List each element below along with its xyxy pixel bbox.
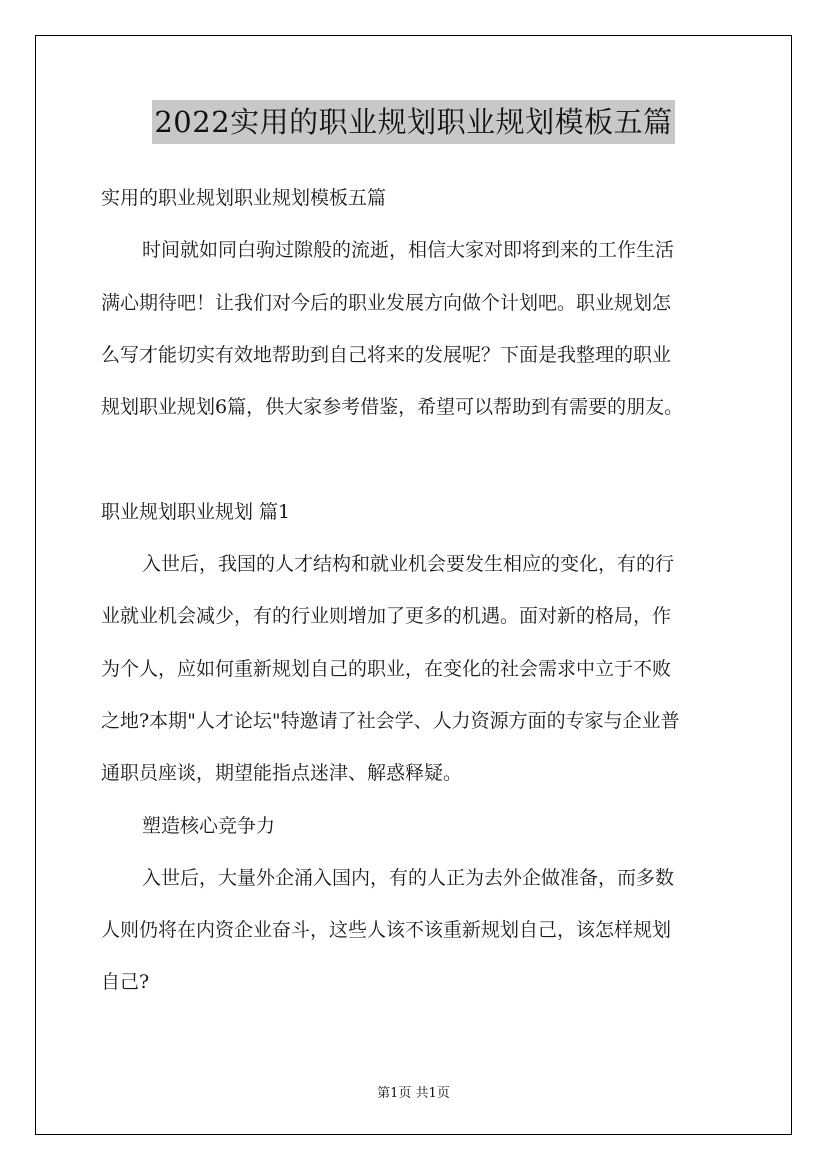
page-footer (0, 1082, 827, 1101)
paragraph1-line-3: 为个人，应如何重新规划自己的职业，在变化的社会需求中立于不败 (101, 657, 672, 680)
intro-line-4: 规划职业规划6篇，供大家参考借鉴，希望可以帮助到有需要的朋友。 (101, 396, 684, 419)
intro-line-2: 满心期待吧！让我们对今后的职业发展方向做个计划吧。职业规划怎 (101, 291, 672, 314)
paragraph2-line-1: 入世后，大量外企涌入国内，有的人正为去外企做准备，而多数 (142, 866, 675, 889)
paragraph2-line-2: 人则仍将在内资企业奋斗，这些人该不该重新规划自己，该怎样规划 (101, 919, 672, 942)
subheading: 塑造核心竞争力 (142, 814, 276, 837)
section-heading: 职业规划职业规划 篇1 (101, 500, 291, 523)
page-number: 第1页 共1页 (377, 1086, 450, 1101)
paragraph-spacer (101, 433, 741, 485)
intro-line-1: 时间就如同白驹过隙般的流逝，相信大家对即将到来的工作生活 (142, 239, 675, 262)
document-title: 2022实用的职业规划职业规划模板五篇 (152, 100, 674, 144)
paragraph2-line-3: 自己? (101, 971, 150, 994)
title-container (0, 100, 827, 144)
paragraph1-line-1: 入世后，我国的人才结构和就业机会要发生相应的变化，有的行 (142, 553, 675, 576)
paragraph1-line-5: 通职员座谈，期望能指点迷津、解惑释疑。 (101, 762, 463, 785)
paragraph1-line-2: 业就业机会减少，有的行业则增加了更多的机遇。面对新的格局，作 (101, 605, 672, 628)
document-body (101, 172, 741, 1009)
paragraph1-line-4: 之地?本期"人才论坛"特邀请了社会学、人力资源方面的专家与企业普 (101, 709, 680, 732)
intro-line-3: 么写才能切实有效地帮助到自己将来的发展呢？下面是我整理的职业 (101, 343, 672, 366)
document-subtitle: 实用的职业规划职业规划模板五篇 (101, 187, 387, 209)
